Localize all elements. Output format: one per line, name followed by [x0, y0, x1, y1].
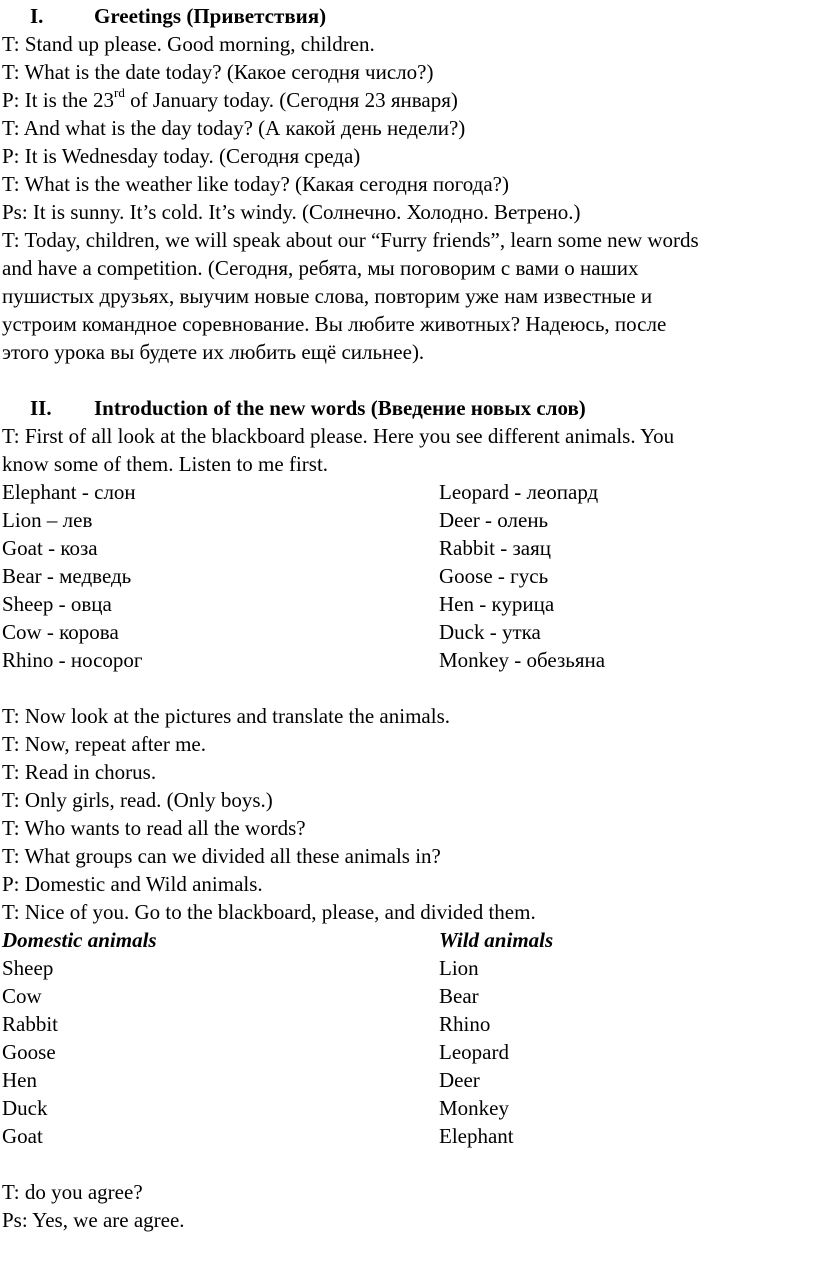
section-1-line: пушистых друзьях, выучим новые слова, повторим уже нам известные и	[2, 284, 653, 308]
section-1-line: этого урока вы будете их любить ещё сильнее).	[2, 340, 425, 364]
wild-animal-item: Monkey	[439, 1096, 509, 1120]
section-1-line: T: And what is the day today? (А какой день недели?)	[2, 116, 466, 140]
vocab-left-item: Goat - коза	[2, 536, 98, 560]
dialogue-line: T: Nice of you. Go to the blackboard, please, and divided them.	[2, 900, 536, 924]
wild-animal-item: Rhino	[439, 1012, 491, 1036]
section-1-number: I.	[30, 4, 44, 28]
section-2-intro-line: T: First of all look at the blackboard please. Here you see different animals. You	[2, 424, 675, 448]
domestic-animal-item: Goat	[2, 1124, 43, 1148]
wild-animal-item: Deer	[439, 1068, 480, 1092]
wild-animals-heading: Wild animals	[439, 928, 554, 952]
section-2-number: II.	[30, 396, 52, 420]
date-ordinal-suffix: rd	[114, 85, 125, 100]
vocab-right-item: Hen - курица	[439, 592, 555, 616]
vocab-left-item: Sheep - овца	[2, 592, 112, 616]
domestic-animal-item: Goose	[2, 1040, 56, 1064]
closing-line: Ps: Yes, we are agree.	[2, 1208, 185, 1232]
wild-animal-item: Bear	[439, 984, 479, 1008]
section-1-line: T: Stand up please. Good morning, children.	[2, 32, 375, 56]
section-1-line: T: Today, children, we will speak about our “Furry friends”, learn some new words	[2, 228, 699, 252]
domestic-animal-item: Sheep	[2, 956, 54, 980]
section-2-heading	[30, 394, 586, 422]
domestic-animal-item: Hen	[2, 1068, 37, 1092]
domestic-animal-item: Rabbit	[2, 1012, 58, 1036]
wild-animal-item: Leopard	[439, 1040, 509, 1064]
dialogue-line: T: Read in chorus.	[2, 760, 157, 784]
domestic-animal-item: Duck	[2, 1096, 48, 1120]
section-1-line: устроим командное соревнование. Вы любите животных? Надеюсь, после	[2, 312, 667, 336]
section-1-line-date	[2, 86, 458, 114]
dialogue-line: T: What groups can we divided all these animals in?	[2, 844, 441, 868]
section-2-intro-line: know some of them. Listen to me first.	[2, 452, 329, 476]
section-1-heading	[30, 2, 326, 30]
section-1-line: P: It is Wednesday today. (Сегодня среда)	[2, 144, 361, 168]
dialogue-line: P: Domestic and Wild animals.	[2, 872, 263, 896]
date-text-before: P: It is the 23	[2, 88, 115, 112]
dialogue-line: T: Who wants to read all the words?	[2, 816, 306, 840]
date-text-after: of January today. (Сегодня 23 января)	[124, 88, 458, 112]
domestic-animal-item: Cow	[2, 984, 42, 1008]
dialogue-line: T: Now, repeat after me.	[2, 732, 206, 756]
section-1-line: Ps: It is sunny. It’s cold. It’s windy. (Солнечно. Холодно. Ветрено.)	[2, 200, 581, 224]
vocab-left-item: Bear - медведь	[2, 564, 132, 588]
section-1-title: Greetings (Приветствия)	[94, 4, 327, 28]
vocab-left-item: Elephant - слон	[2, 480, 136, 504]
domestic-animals-heading: Domestic animals	[2, 928, 157, 952]
vocab-left-item: Lion – лев	[2, 508, 93, 532]
vocab-left-item: Rhino - носорог	[2, 648, 143, 672]
section-2-title: Introduction of the new words (Введение новых слов)	[94, 396, 586, 420]
vocab-left-item: Cow - корова	[2, 620, 119, 644]
wild-animal-item: Lion	[439, 956, 479, 980]
vocab-right-item: Monkey - обезьяна	[439, 648, 606, 672]
wild-animal-item: Elephant	[439, 1124, 514, 1148]
closing-line: T: do you agree?	[2, 1180, 143, 1204]
vocab-right-item: Leopard - леопард	[439, 480, 599, 504]
section-1-line: T: What is the date today? (Какое сегодня число?)	[2, 60, 434, 84]
vocab-right-item: Rabbit - заяц	[439, 536, 552, 560]
section-1-line: and have a competition. (Сегодня, ребята, мы поговорим с вами о наших	[2, 256, 639, 280]
vocab-right-item: Goose - гусь	[439, 564, 549, 588]
vocab-right-item: Deer - олень	[439, 508, 549, 532]
section-1-line: T: What is the weather like today? (Какая сегодня погода?)	[2, 172, 509, 196]
dialogue-line: T: Now look at the pictures and translate the animals.	[2, 704, 450, 728]
vocab-right-item: Duck - утка	[439, 620, 541, 644]
dialogue-line: T: Only girls, read. (Only boys.)	[2, 788, 273, 812]
